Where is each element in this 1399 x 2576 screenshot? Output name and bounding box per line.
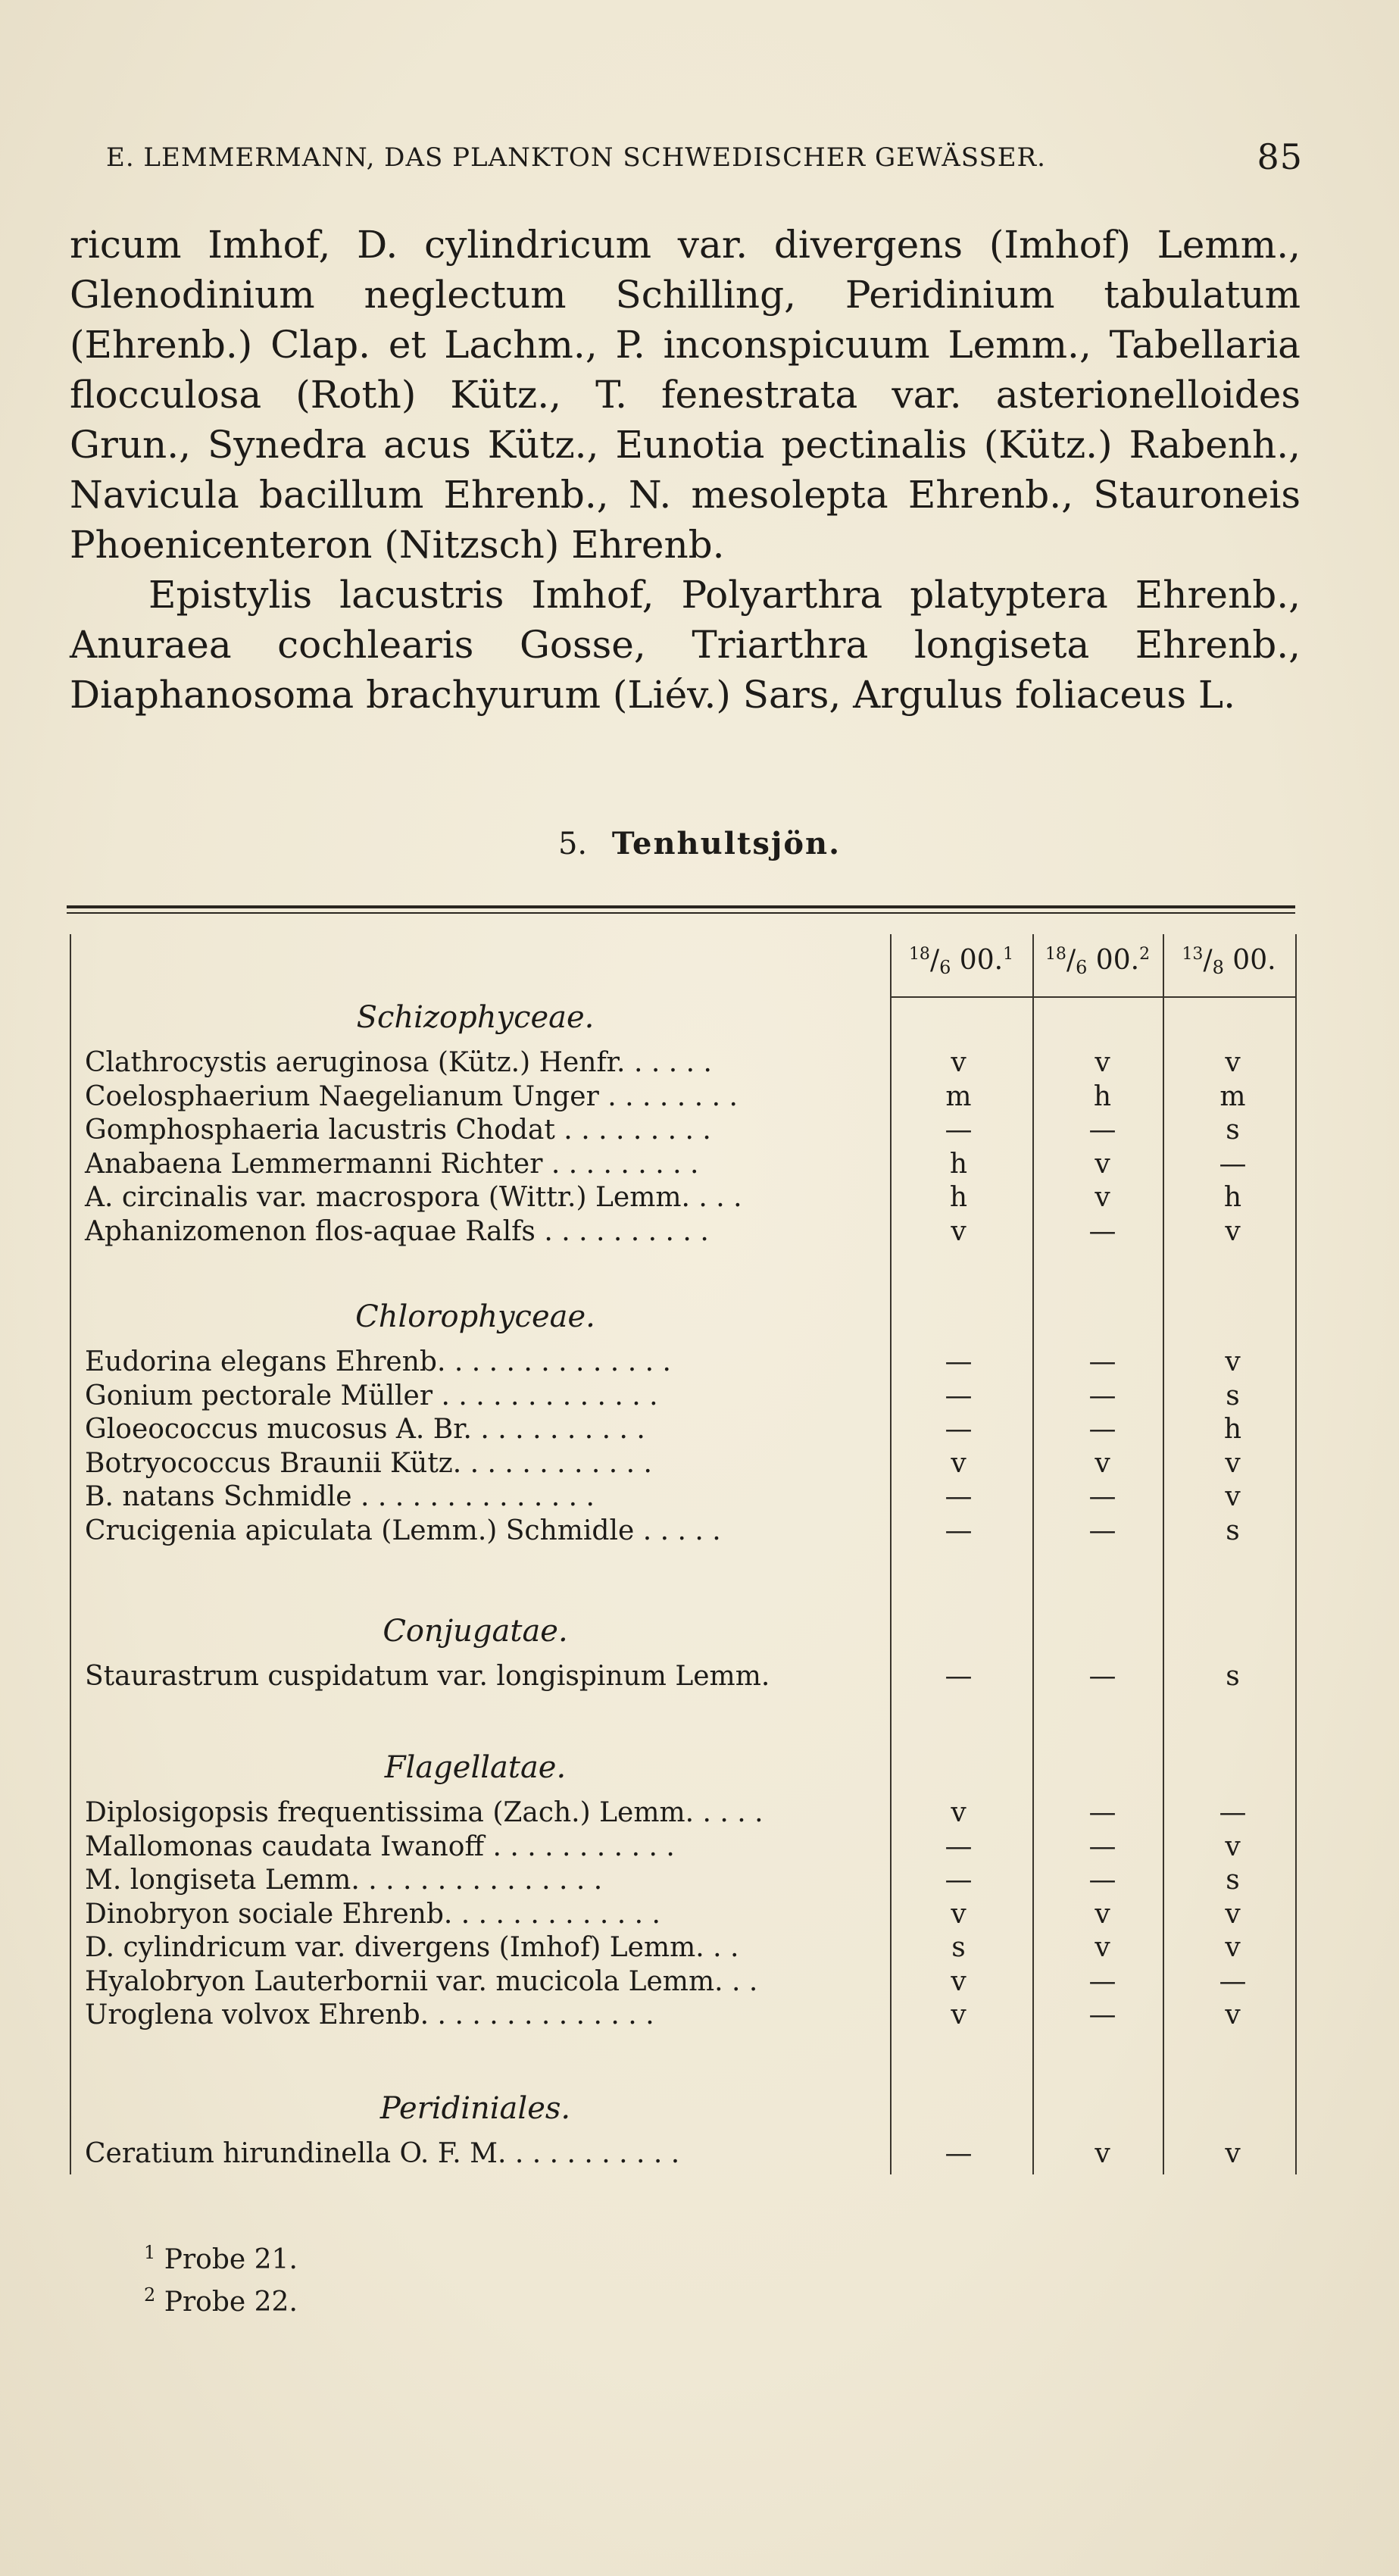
category-heading: Schizophyceae. [356,1000,595,1035]
footnote: $^1$ Probe 21. [144,2242,298,2275]
abundance-cell: s [1226,1114,1240,1146]
abundance-cell: h [949,1182,968,1213]
table-row [85,1182,1282,1215]
abundance-cell: v [1225,1047,1241,1078]
table-rule [67,905,1295,908]
abundance-cell: v [951,1965,966,1997]
abundance-cell: h [1093,1080,1112,1112]
abundance-cell: v [1225,1447,1241,1479]
body-text [70,220,1301,720]
abundance-cell: — [1088,1114,1116,1146]
abundance-cell: — [1088,1346,1116,1377]
abundance-cell: v [1225,1215,1241,1247]
abundance-cell: — [945,1481,973,1512]
species-name: Clathrocystis aeruginosa (Kütz.) Henfr. . . . . . [85,1047,712,1078]
abundance-cell: v [1095,1182,1110,1213]
species-name: Botryococcus Braunii Kütz. . . . . . . . . . . . [85,1447,652,1479]
species-name: Crucigenia apiculata (Lemm.) Schmidle . . . . . [85,1515,721,1546]
species-table [61,905,1295,2178]
abundance-cell: — [945,1414,973,1445]
abundance-cell: s [1226,1515,1240,1546]
species-name: Hyalobryon Lauterbornii var. mucicola Lemm. . . [85,1965,758,1997]
species-name: D. cylindricum var. divergens (Imhof) Lemm. . . [85,1932,739,1963]
table-row [85,1346,1282,1380]
table-row [85,1966,1282,1999]
footnotes [144,2235,298,2320]
abundance-cell: — [945,1515,973,1546]
abundance-cell: — [945,1661,973,1692]
abundance-cell: — [945,1830,973,1862]
species-name: Anabaena Lemmermanni Richter . . . . . . . . . [85,1148,699,1180]
species-name: Coelosphaerium Naegelianum Unger . . . . . . . . [85,1080,738,1112]
date-column-header: $^{13}$/8 00. [1182,945,1276,978]
abundance-cell: v [1225,1346,1241,1377]
table-row [85,1831,1282,1865]
table-rule [67,912,1295,914]
table-row [85,1114,1282,1148]
category-heading: Peridiniales. [379,2091,571,2126]
species-name: Eudorina elegans Ehrenb. . . . . . . . . . . . . . [85,1346,671,1377]
abundance-cell: v [951,1215,966,1247]
abundance-cell: v [1095,1898,1110,1930]
abundance-cell: s [1226,1661,1240,1692]
section-number: 5. [557,827,588,861]
table-row [85,1414,1282,1447]
abundance-cell: — [1088,1797,1116,1828]
abundance-cell: v [1095,1047,1110,1078]
abundance-cell: s [1226,1380,1240,1411]
species-name: Gonium pectorale Müller . . . . . . . . . . . . . [85,1380,658,1411]
species-name: A. circinalis var. macrospora (Wittr.) Lemm. . . . [85,1182,742,1213]
section-title [0,826,1399,861]
footnote: $^2$ Probe 22. [144,2284,298,2318]
abundance-cell: s [951,1932,966,1963]
table-row [85,1661,1282,1694]
table-row [85,1047,1282,1080]
species-name: Mallomonas caudata Iwanoff . . . . . . . . . . . [85,1830,675,1862]
paragraph: Epistylis lacustris Imhof, Polyarthra platyptera Ehrenb., Anuraea cochlearis Gosse, Triarthra longiseta Ehrenb., Diaphanosoma brachyurum (Liév.) Sars, Argulus foliaceus L. [70,573,1301,717]
header-rule [890,996,1295,998]
abundance-cell: s [1226,1865,1240,1896]
category-heading: Flagellatae. [384,1750,567,1785]
abundance-cell: — [1088,1481,1116,1512]
abundance-cell: — [1088,1515,1116,1546]
abundance-cell: v [1225,1898,1241,1930]
abundance-cell: — [1219,1148,1247,1180]
category-heading: Conjugatae. [383,1614,568,1649]
abundance-cell: — [945,2138,973,2169]
table-row [85,1448,1282,1481]
abundance-cell: v [951,1047,966,1078]
abundance-cell: h [949,1148,968,1180]
species-name: Dinobryon sociale Ehrenb. . . . . . . . . . . . . [85,1898,660,1930]
abundance-cell: v [951,1999,966,2030]
table-row [85,1999,1282,2033]
section-name: Tenhultsjön. [611,826,842,861]
page-number: 85 [1257,136,1303,177]
date-column-header: $^{18}$/6 00.$^1$ [908,945,1014,978]
running-title: E. LEMMERMANN, DAS PLANKTON SCHWEDISCHER GEWÄSSER. [106,142,1046,173]
abundance-cell: — [945,1346,973,1377]
species-name: Diplosigopsis frequentissima (Zach.) Lemm. . . . . [85,1797,764,1828]
table-row [85,1380,1282,1414]
species-name: Staurastrum cuspidatum var. longispinum Lemm. [85,1661,770,1692]
table-row [85,1216,1282,1249]
abundance-cell: — [1088,1414,1116,1445]
abundance-cell: v [1225,2138,1241,2169]
abundance-cell: m [945,1080,972,1112]
table-row [85,1797,1282,1830]
species-name: Uroglena volvox Ehrenb. . . . . . . . . . . . . . [85,1999,654,2030]
abundance-cell: — [945,1865,973,1896]
date-column-header: $^{18}$/6 00.$^2$ [1045,945,1151,978]
abundance-cell: v [1225,1481,1241,1512]
abundance-cell: h [1223,1414,1242,1445]
table-column-line [70,934,71,2174]
table-column-line [1295,934,1297,2174]
abundance-cell: m [1219,1080,1246,1112]
abundance-cell: — [1088,1999,1116,2030]
category-heading: Chlorophyceae. [355,1299,595,1334]
abundance-cell: v [1095,2138,1110,2169]
abundance-cell: h [1223,1182,1242,1213]
species-name: Aphanizomenon flos-aquae Ralfs . . . . . . . . . . [85,1215,709,1247]
table-row [85,1481,1282,1515]
abundance-cell: — [1088,1215,1116,1247]
abundance-cell: — [1088,1965,1116,1997]
table-row [85,1865,1282,1898]
abundance-cell: — [945,1380,973,1411]
table-row [85,2138,1282,2171]
abundance-cell: — [1088,1865,1116,1896]
abundance-cell: v [1095,1932,1110,1963]
abundance-cell: v [1225,1932,1241,1963]
table-row [85,1515,1282,1549]
abundance-cell: — [1088,1830,1116,1862]
abundance-cell: v [1095,1148,1110,1180]
species-name: Gomphosphaeria lacustris Chodat . . . . . . . . . [85,1114,711,1146]
species-name: Gloeococcus mucosus A. Br. . . . . . . . . . . [85,1414,645,1445]
table-row [85,1899,1282,1932]
species-name: Ceratium hirundinella O. F. M. . . . . . . . . . . [85,2138,680,2169]
table-row [85,1149,1282,1182]
abundance-cell: — [945,1114,973,1146]
abundance-cell: v [1095,1447,1110,1479]
abundance-cell: v [951,1447,966,1479]
paragraph: ricum Imhof, D. cylindricum var. divergens (Imhof) Lemm., Glenodinium neglectum Schilling, Peridinium tabulatum (Ehrenb.) Clap. et Lachm., P. inconspicuum Lemm., Tabellaria flocculosa (Roth) Kütz., T. fenestrata var. asterionelloides Grun., Synedra acus Kütz., Eunotia pectinalis (Kütz.) Rabenh., Navicula bacillum Ehrenb., N. mesolepta Ehrenb., Stauroneis Phoenicenteron (Nitzsch) Ehrenb. [70,223,1301,567]
abundance-cell: v [1225,1999,1241,2030]
abundance-cell: v [951,1898,966,1930]
abundance-cell: v [1225,1830,1241,1862]
abundance-cell: v [951,1797,966,1828]
abundance-cell: — [1088,1661,1116,1692]
abundance-cell: — [1088,1380,1116,1411]
abundance-cell: — [1219,1797,1247,1828]
table-row [85,1081,1282,1114]
species-name: M. longiseta Lemm. . . . . . . . . . . . . . . [85,1865,603,1896]
abundance-cell: — [1219,1965,1247,1997]
species-name: B. natans Schmidle . . . . . . . . . . . . . . [85,1481,595,1512]
table-row [85,1932,1282,1965]
